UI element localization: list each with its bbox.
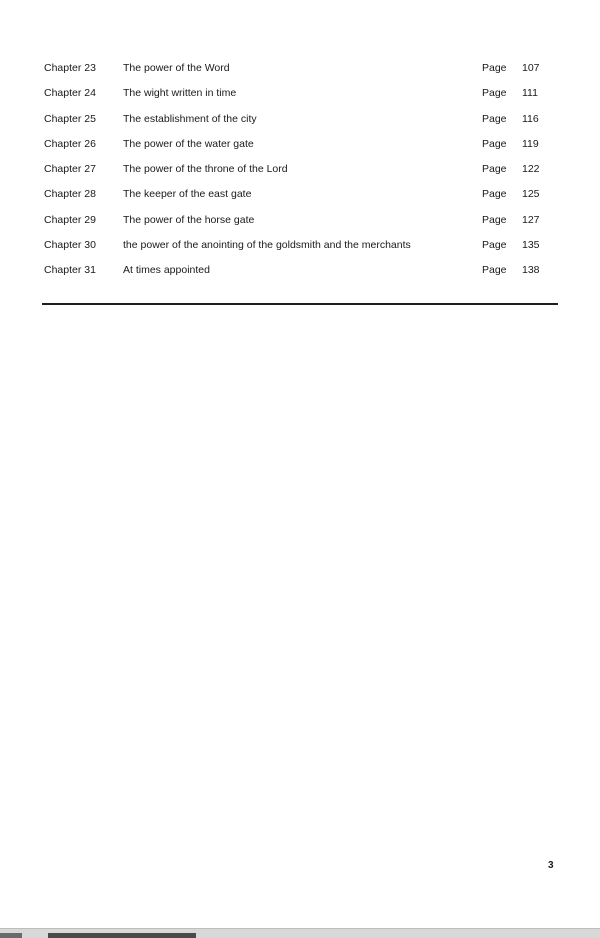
toc-page-number: 107 <box>522 62 540 74</box>
toc-chapter-label: Chapter 28 <box>44 188 96 201</box>
toc-chapter-title: the power of the anointing of the goldsmith and the merchants <box>123 239 411 252</box>
toc-page-number: 116 <box>522 112 539 125</box>
toc-chapter-title: The establishment of the city <box>123 112 257 125</box>
toc-page-number: 135 <box>522 239 540 252</box>
toc-chapter-title: The power of the water gate <box>123 137 254 150</box>
toc-entry[interactable] <box>44 85 554 110</box>
toc-page-number: 119 <box>522 137 539 150</box>
toc-page-number: 111 <box>522 87 538 100</box>
toc-chapter-label: Chapter 27 <box>44 163 96 176</box>
toc-chapter-label: Chapter 24 <box>44 87 96 100</box>
toc-entry[interactable] <box>44 60 554 85</box>
toc-page-number: 125 <box>522 188 540 201</box>
toc-entry[interactable] <box>44 161 554 186</box>
scrollbar-thumb[interactable] <box>48 933 196 938</box>
toc-chapter-title: The power of the throne of the Lord <box>123 163 288 176</box>
toc-entry[interactable] <box>44 186 554 211</box>
toc-page-label: Page <box>482 163 507 176</box>
toc-entry[interactable] <box>44 111 554 136</box>
toc-page-number: 127 <box>522 213 540 226</box>
toc-chapter-label: Chapter 30 <box>44 239 96 252</box>
scrollbar-left-arrow[interactable] <box>0 933 22 938</box>
toc-page-label: Page <box>482 137 507 150</box>
toc-page-label: Page <box>482 112 507 125</box>
toc-entry[interactable] <box>44 237 554 262</box>
toc-page-label: Page <box>482 188 507 201</box>
toc-page-label: Page <box>482 62 507 74</box>
horizontal-rule <box>42 303 558 305</box>
toc-page-label: Page <box>482 213 507 226</box>
toc-page-label: Page <box>482 264 507 277</box>
toc-chapter-title: The power of the horse gate <box>123 213 255 226</box>
toc-entry[interactable] <box>44 136 554 161</box>
toc-entry[interactable] <box>44 262 554 287</box>
toc-chapter-title: The keeper of the east gate <box>123 188 252 201</box>
page-number: 3 <box>548 860 554 871</box>
toc-chapter-title: The wight written in time <box>123 87 237 100</box>
toc-chapter-label: Chapter 31 <box>44 264 96 277</box>
toc-chapter-label: Chapter 25 <box>44 112 96 125</box>
toc-page-number: 122 <box>522 163 540 176</box>
table-of-contents <box>44 60 554 288</box>
toc-chapter-label: Chapter 29 <box>44 213 96 226</box>
toc-chapter-label: Chapter 23 <box>44 62 96 74</box>
toc-page-label: Page <box>482 87 507 100</box>
toc-chapter-title: At times appointed <box>123 264 210 277</box>
toc-page-label: Page <box>482 239 507 252</box>
toc-chapter-title: The power of the Word <box>123 62 230 74</box>
toc-entry[interactable] <box>44 212 554 237</box>
toc-chapter-label: Chapter 26 <box>44 137 96 150</box>
toc-page-number: 138 <box>522 264 540 277</box>
